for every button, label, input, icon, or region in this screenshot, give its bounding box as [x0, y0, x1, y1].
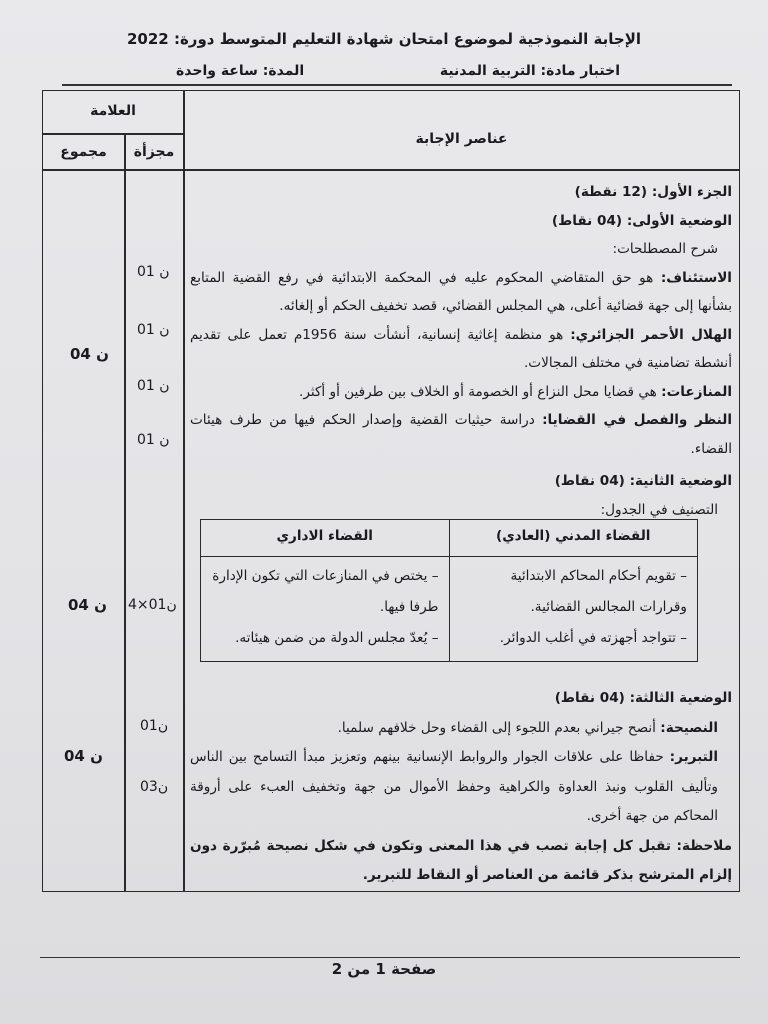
situation1-title: الوضعية الأولى: (04 نقاط)	[551, 212, 732, 229]
grade-header-divider	[43, 133, 184, 135]
page-number: صفحة 1 من 2	[331, 960, 437, 978]
situation2-title: الوضعية الثانية: (04 نقاط)	[554, 473, 732, 489]
footer-rule	[40, 957, 740, 958]
civil-judiciary-cell	[449, 557, 698, 662]
part1-title: الجزء الأول: (12 نقطة)	[574, 184, 732, 200]
total-situation2: 04 ن	[68, 596, 107, 614]
answer-elements-heading: عناصر الإجابة	[415, 131, 508, 147]
term-disputes-label: المنازعات:	[661, 383, 732, 400]
total-heading: مجموع	[60, 144, 107, 160]
term-red-crescent-label: الهلال الأحمر الجزائري:	[570, 326, 732, 343]
civil-point-2: – تتواجد أجهزته في أغلب الدوائر.	[499, 630, 687, 646]
term-disputes	[190, 378, 732, 407]
grade-heading: العلامة	[90, 103, 136, 119]
admin-judiciary-header: القضاء الاداري	[201, 520, 450, 557]
header-rule	[62, 84, 732, 86]
mark-appeal: 01 ن	[137, 264, 170, 280]
situation3-title: الوضعية الثالثة: (04 نقاط)	[554, 690, 732, 706]
term-disputes-definition: هي قضايا محل النزاع أو الخصومة أو الخلاف بين طرفين أو أكثر.	[299, 383, 657, 400]
term-red-crescent-definition: هو منظمة إغاثية إنسانية، أنشأت سنة 1956م تعمل على تقديم أنشطة تضامنية في مختلف المجالات.	[190, 326, 732, 371]
situation3-content	[190, 684, 732, 891]
answer-content	[190, 178, 732, 524]
classification-intro: التصنيف في الجدول:	[600, 501, 718, 518]
advice-text: أنصح جيراني بعدم اللجوء إلى القضاء وحل خلافهم سلميا.	[337, 719, 656, 736]
term-appeal	[190, 264, 732, 321]
mark-classification: 4×01ن	[128, 597, 177, 613]
partial-column-divider	[124, 134, 126, 891]
partial-heading: مجزأة	[133, 144, 175, 160]
header-meta	[0, 63, 768, 83]
term-adjudication-definition: دراسة حيثيات القضية وإصدار الحكم فيها من طرف هيئات القضاء.	[190, 412, 732, 457]
advice-label: النصيحة:	[660, 719, 718, 736]
terms-intro: شرح المصطلحات:	[612, 241, 718, 257]
mark-disputes: 01 ن	[137, 378, 170, 394]
mark-advice: 01ن	[140, 718, 169, 734]
total-situation1: 04 ن	[70, 345, 109, 363]
mark-justification: 03ن	[140, 779, 169, 795]
mark-adjudication: 01 ن	[137, 432, 170, 448]
subject-label: اختبار مادة: التربية المدنية	[439, 63, 620, 79]
total-situation3: 04 ن	[64, 747, 103, 765]
note: ملاحظة: تقبل كل إجابة تصب في هذا المعنى وتكون في شكل نصيحة مُبرّرة دون إلزام المترشح بذكر قائمة من العناصر أو النقاط للتبرير.	[190, 837, 732, 883]
term-appeal-label: الاستئناف:	[660, 269, 732, 286]
advice-line	[190, 714, 732, 744]
duration-label: المدة: ساعة واحدة	[176, 63, 305, 79]
justification-text: حفاظا على علاقات الجوار والروابط الإنسانية بينهم وتعزيز مبدأ التسامح بين الناس وتأليف القلوب ونبذ العداوة والكراهية وحفظ الأموال من جهة وتخفيف العبء على أروقة المحاكم من جهة أخرى.	[190, 749, 718, 824]
term-appeal-definition: هو حق المتقاضي المحكوم عليه في المحكمة الابتدائية في رفع القضية المتابع بشأنها إلى جهة قضائية أعلى، هي المجلس القضائي، قصد تخفيف الحكم أو إلغائه.	[190, 269, 732, 314]
answers-column-divider	[183, 91, 185, 891]
admin-point-1: – يختص في المنازعات التي تكون الإدارة طرفا فيها.	[212, 568, 439, 615]
admin-judiciary-cell	[201, 557, 450, 662]
document-title: الإجابة النموذجية لموضوع امتحان شهادة التعليم المتوسط دورة: 2022	[126, 30, 642, 48]
table-header-bottom	[43, 169, 739, 171]
classification-table	[200, 519, 698, 662]
admin-point-2: – يُعدّ مجلس الدولة من ضمن هيئاته.	[235, 630, 439, 646]
justification-label: التبرير:	[669, 749, 718, 765]
civil-point-1: – تقويم أحكام المحاكم الابتدائية وقرارات المجالس القضائية.	[510, 568, 687, 615]
term-red-crescent	[190, 321, 732, 378]
justification	[190, 743, 732, 832]
civil-judiciary-header: القضاء المدني (العادي)	[449, 520, 698, 557]
term-adjudication	[190, 406, 732, 463]
mark-red-crescent: 01 ن	[137, 322, 170, 338]
term-adjudication-label: النظر والفصل في القضايا:	[542, 412, 732, 428]
